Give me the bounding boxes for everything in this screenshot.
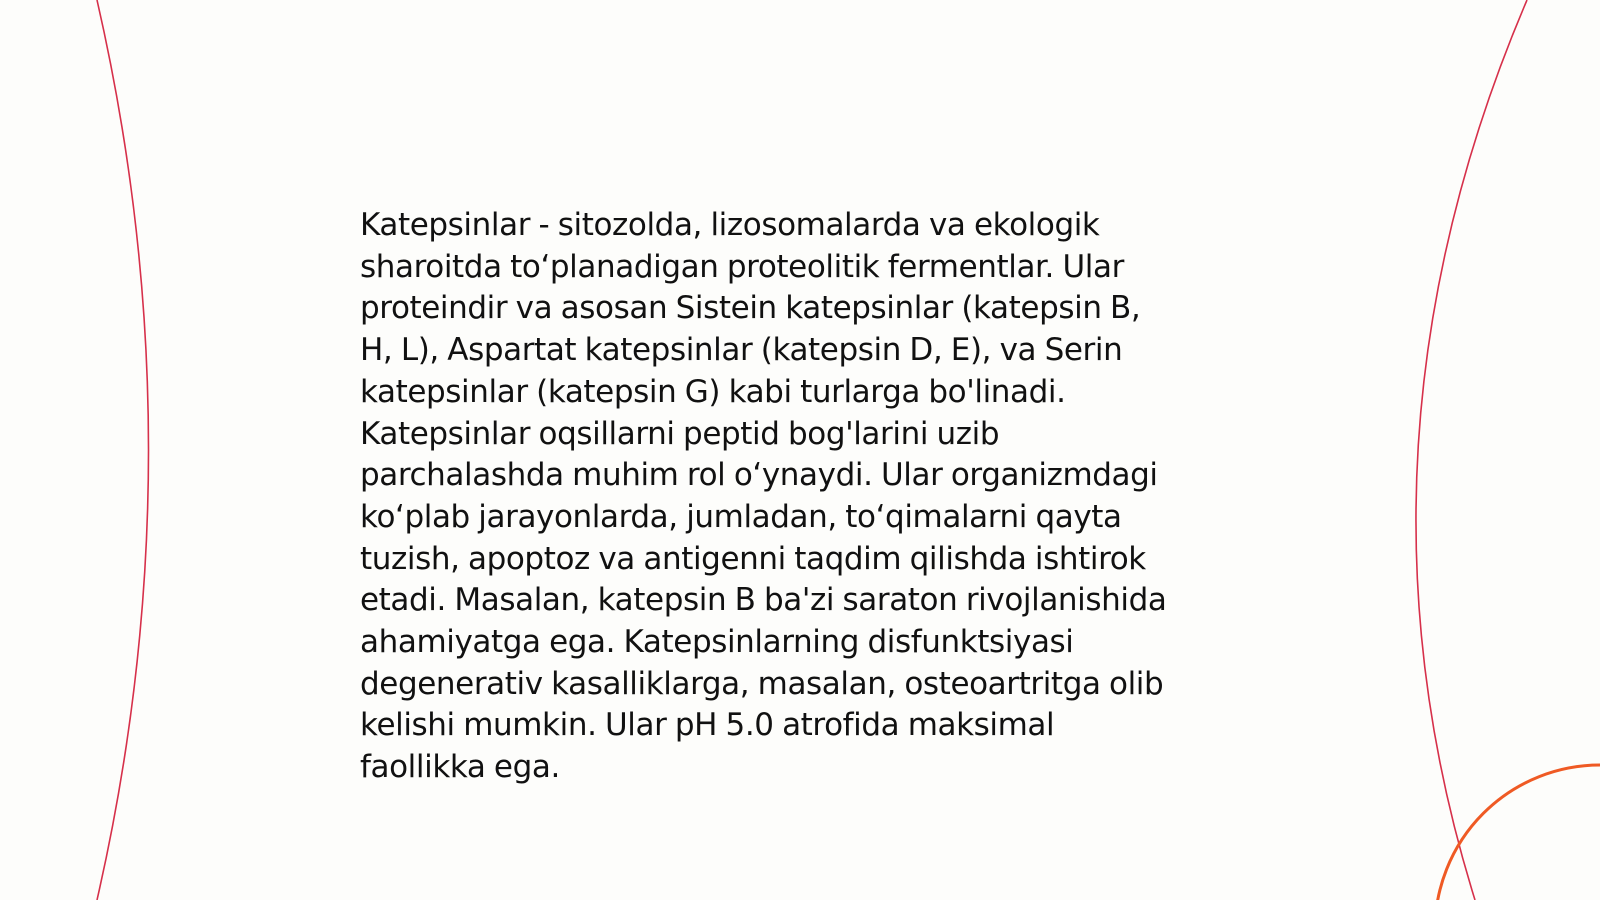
- paragraph-line: faollikka ega.: [360, 749, 560, 786]
- paragraph-line: degenerativ kasalliklarga, masalan, osteoartritga olib: [360, 665, 1164, 702]
- paragraph-line: sharoitda to‘planadigan proteolitik fermentlar. Ular: [360, 248, 1124, 285]
- paragraph-line: katepsinlar (katepsin G) kabi turlarga bo'linadi.: [360, 373, 1066, 410]
- paragraph-line: proteindir va asosan Sistein katepsinlar (katepsin B,: [360, 290, 1141, 327]
- paragraph-line: tuzish, apoptoz va antigenni taqdim qilishda ishtirok: [360, 540, 1146, 577]
- right-arc: [1416, 0, 1527, 900]
- left-arc: [97, 0, 149, 900]
- body-paragraph: [360, 205, 1240, 789]
- paragraph-line: etadi. Masalan, katepsin B ba'zi saraton rivojlanishida: [360, 582, 1167, 619]
- paragraph-line: ahamiyatga ega. Katepsinlarning disfunktsiyasi: [360, 624, 1074, 661]
- paragraph-line: kelishi mumkin. Ular pH 5.0 atrofida maksimal: [360, 707, 1055, 744]
- paragraph-line: Katepsinlar - sitozolda, lizosomalarda va ekologik: [360, 207, 1100, 243]
- paragraph-line: parchalashda muhim rol o‘ynaydi. Ular organizmdagi: [360, 457, 1158, 494]
- paragraph-line: H, L), Aspartat katepsinlar (katepsin D, E), va Serin: [360, 332, 1123, 369]
- paragraph-line: Katepsinlar oqsillarni peptid bog'larini uzib: [360, 415, 1000, 452]
- paragraph-line: ko‘plab jarayonlarda, jumladan, to‘qimalarni qayta: [360, 498, 1122, 535]
- orange-circle-arc: [1435, 765, 1600, 900]
